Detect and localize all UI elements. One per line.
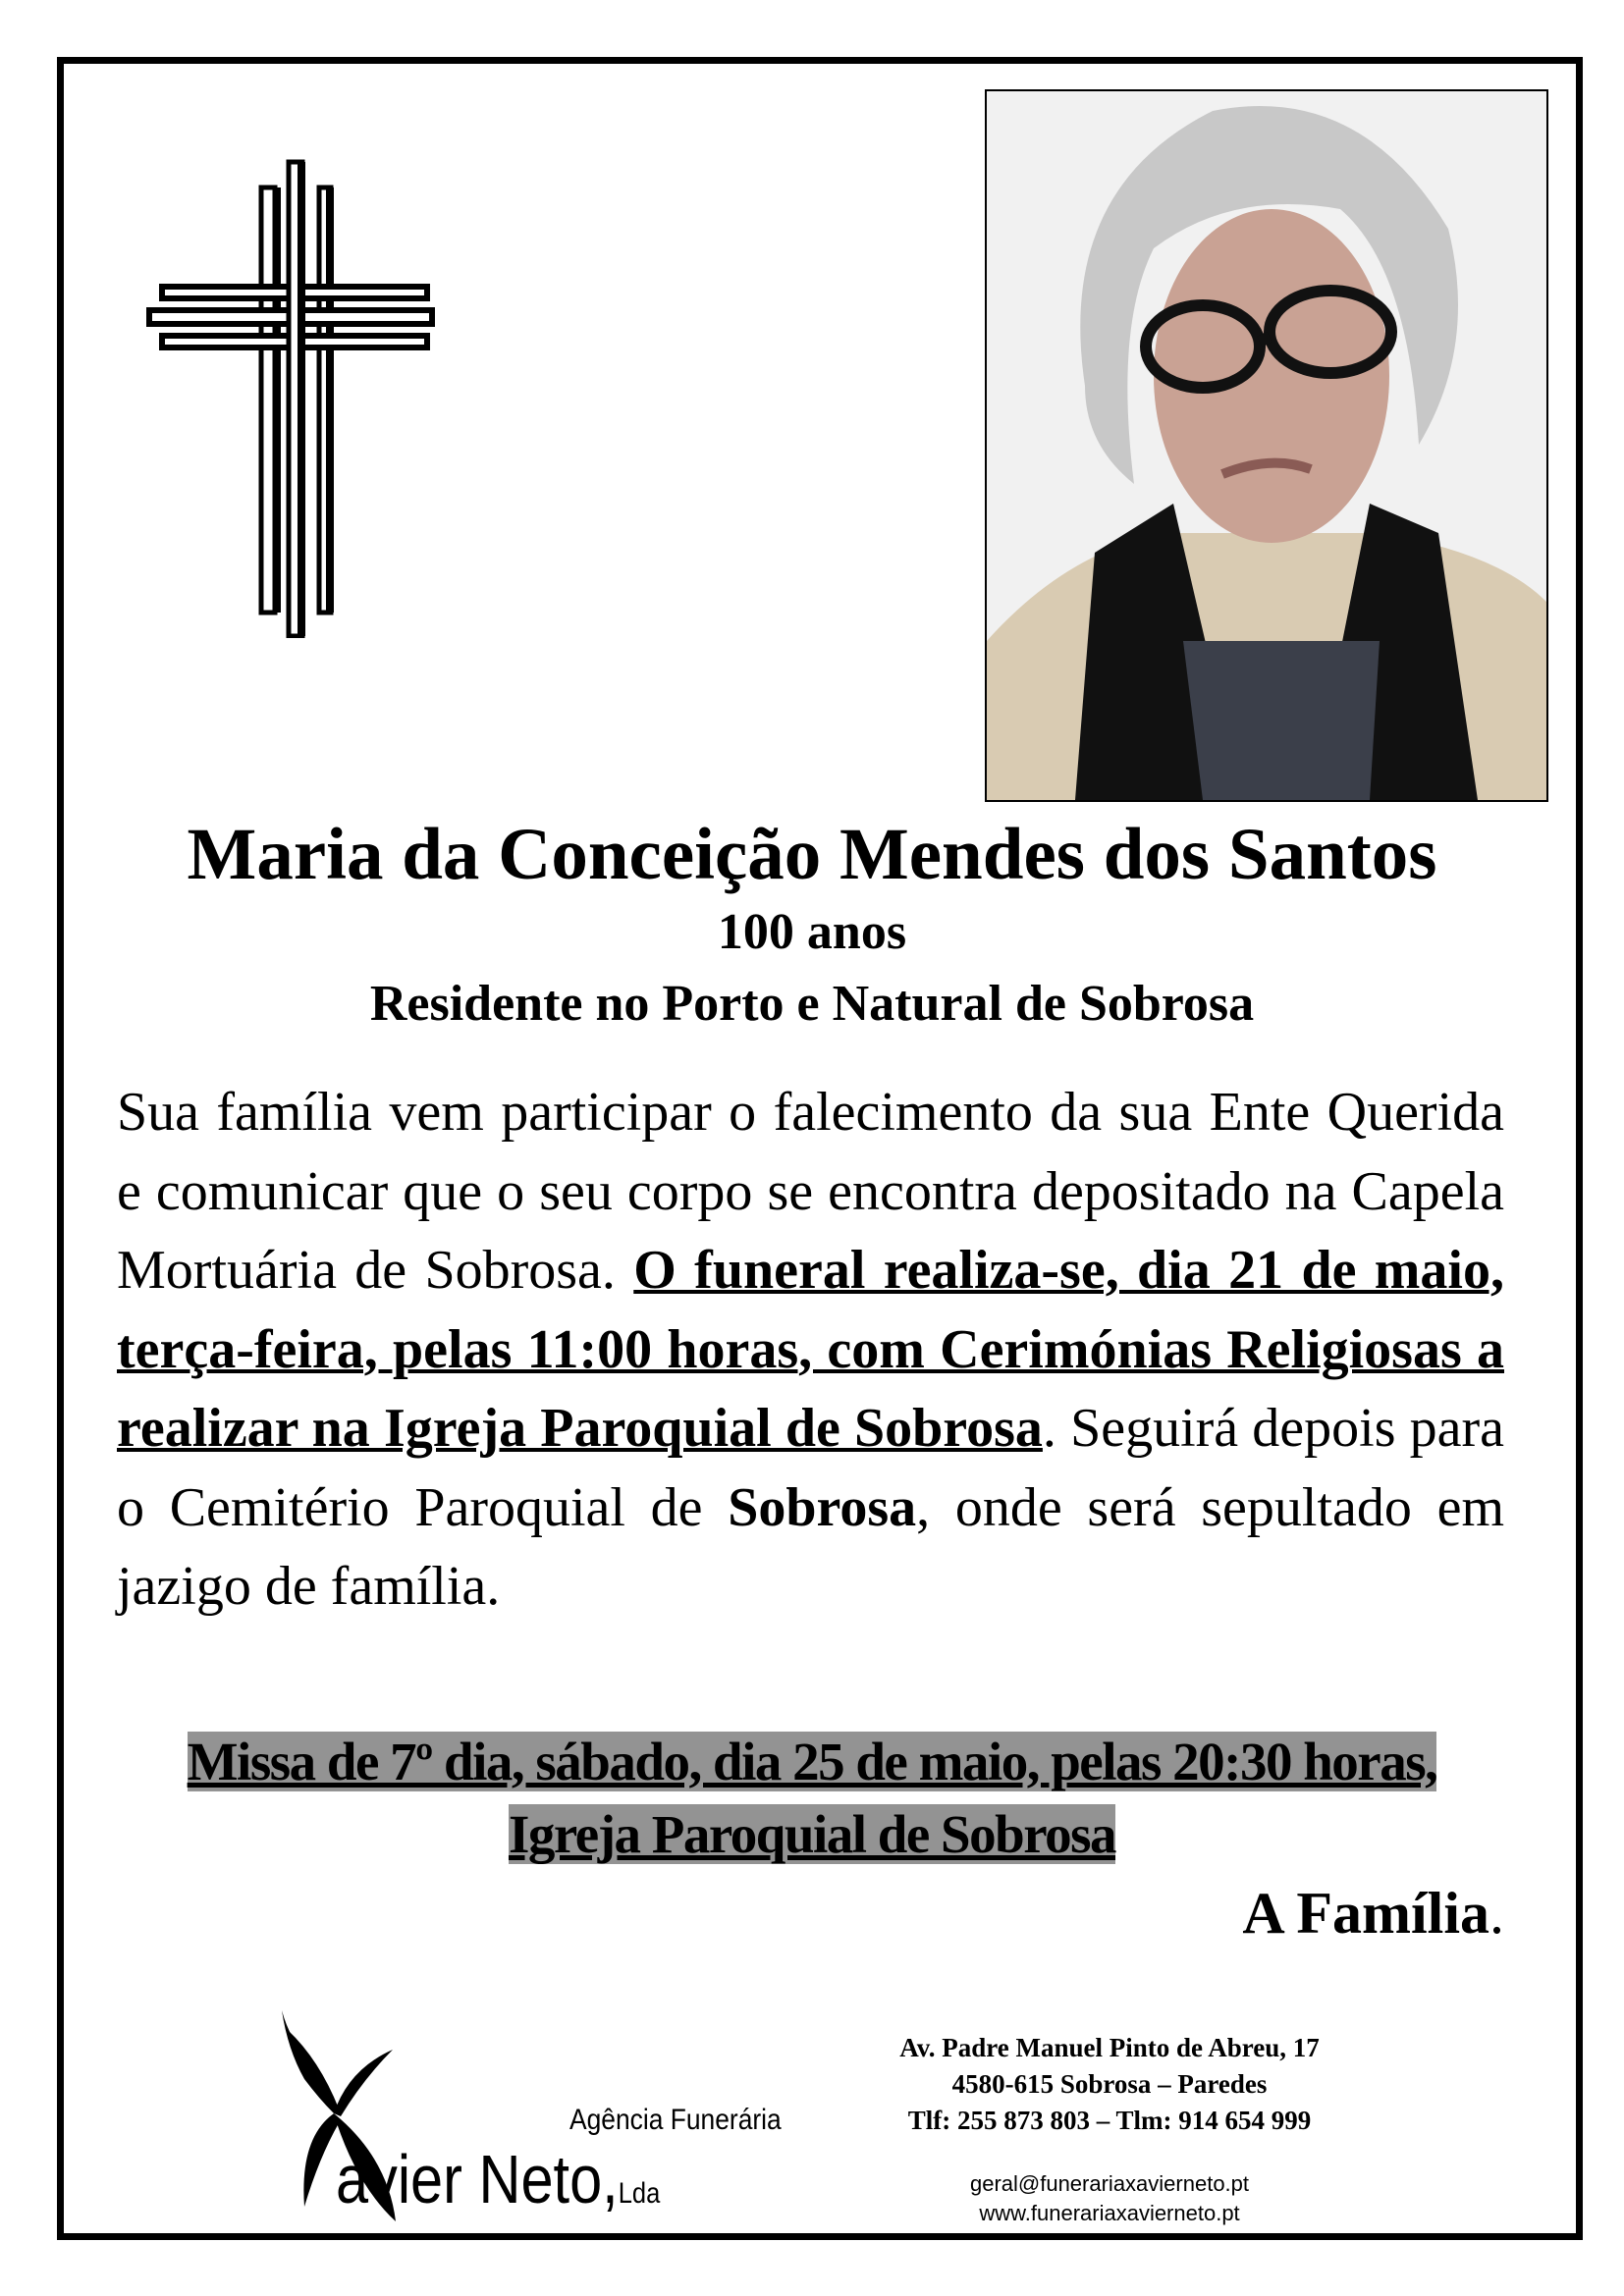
agency-contact: [864, 2030, 1355, 2139]
burial-place: Sobrosa: [728, 1476, 917, 1538]
signoff: [1242, 1880, 1504, 1948]
agency-name: [336, 2140, 660, 2218]
notice-body: [117, 1073, 1504, 1627]
signoff-text: A Família: [1242, 1881, 1489, 1946]
website-link[interactable]: www.funerariaxavierneto.pt: [979, 2201, 1240, 2225]
portrait-photo: [985, 89, 1548, 802]
body-burial: . Seguirá depois para o Cemitério Paroquial de: [117, 1398, 1504, 1538]
deceased-residence: Residente no Porto e Natural de Sobrosa: [369, 976, 1255, 1032]
mass-line-2: Igreja Paroquial de Sobrosa: [508, 1804, 1116, 1864]
postal-code: 4580-615 Sobrosa – Paredes: [951, 2069, 1268, 2099]
deceased-name: Maria da Conceição Mendes dos Santos: [187, 814, 1437, 895]
body-intro: Sua família vem participar o falecimento da sua Ente Querida e comunicar que o seu corpo se encontra depositado na Capela Mortuária de Sobrosa.: [117, 1082, 1504, 1301]
signoff-punct: .: [1489, 1881, 1504, 1946]
funeral-details: O funeral realiza-se, dia 21 de maio, terça-feira, pelas 11:00 horas, com Cerimónias Religiosas a realizar na Igreja Paroquial de Sobrosa: [117, 1240, 1504, 1459]
email-link[interactable]: geral@funerariaxavierneto.pt: [969, 2171, 1250, 2196]
phones: Tlf: 255 873 803 – Tlm: 914 654 999: [907, 2106, 1312, 2135]
deceased-age: 100 anos: [717, 904, 907, 960]
agency-label: Agência Funerária: [569, 2104, 782, 2136]
mass-announcement: [98, 1726, 1526, 1871]
agency-online: [864, 2169, 1355, 2228]
cross-icon: [137, 157, 437, 638]
agency-name-text: avier Neto,: [336, 2141, 619, 2217]
address: Av. Padre Manuel Pinto de Abreu, 17: [899, 2033, 1320, 2062]
mass-line-1: Missa de 7º dia, sábado, dia 25 de maio, pelas 20:30 horas,: [187, 1732, 1437, 1791]
body-closing: , onde será sepultado em jazigo de família.: [117, 1476, 1504, 1617]
agency-suffix: Lda: [618, 2177, 661, 2210]
